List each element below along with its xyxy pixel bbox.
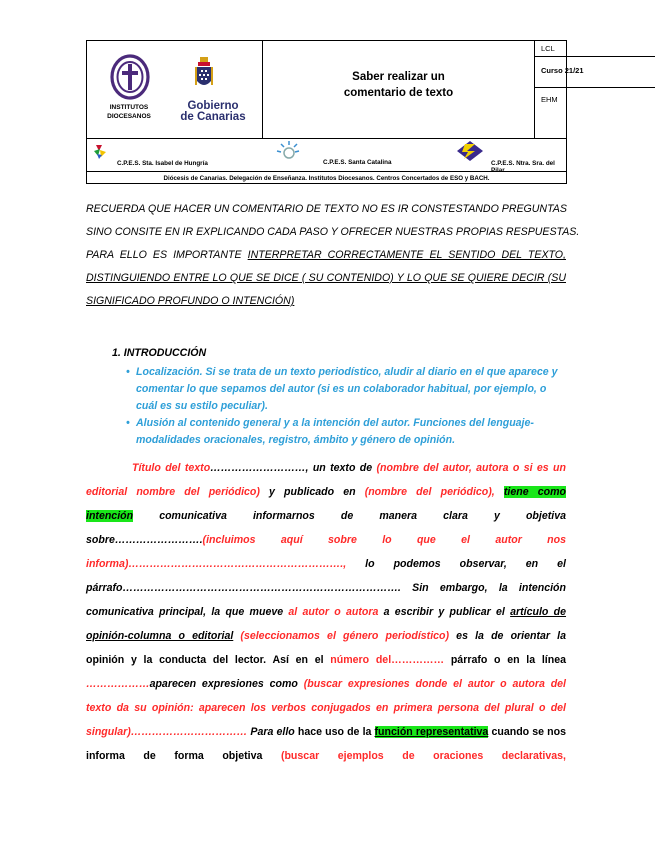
document-title: Saber realizar un comentario de texto bbox=[343, 71, 454, 99]
institutos-diocesanos-logo bbox=[109, 53, 151, 103]
gobierno-canarias-shield-icon bbox=[195, 57, 213, 93]
para-line-11: texto da su opinión: aparecen los verbos conjugados en primera persona del plural o del bbox=[86, 702, 566, 714]
section-title: 1. INTRODUCCIÓN bbox=[112, 347, 207, 359]
para-line-8: opinión-columna o editorial (seleccionamos el género periodístico) es la de orientar la bbox=[86, 630, 566, 642]
info-cell bbox=[535, 41, 655, 138]
para-line-1: Título del texto………………………, un texto de (nombre del autor, autora o si es un bbox=[132, 462, 566, 474]
logos-cell bbox=[87, 41, 263, 138]
institutos-label: INSTITUTOS DIOCESANOS bbox=[107, 104, 151, 120]
santa-catalina-logo-icon bbox=[275, 139, 301, 161]
para-line-13: informa de forma objetiva (buscar ejemplos de oraciones declarativas, bbox=[86, 750, 566, 762]
gobierno-canarias-label: Gobierno de Canarias bbox=[180, 100, 246, 123]
title-cell bbox=[263, 41, 535, 138]
bullet-alusion: • Alusión al contenido general y a la intención del autor. Funciones del lenguaje-modalidades oracionales, registro, ámbito y género de opinión. bbox=[126, 417, 534, 446]
para-line-7: comunicativa principal, la que mueve al autor o autora a escribir y publicar el artículo de bbox=[86, 606, 567, 618]
school-3: C.P.E.S. Ntra. Sra. del Pilar. bbox=[491, 160, 555, 174]
para-line-12: singular)…………………………… Para ello hace uso de la función representativa cuando se nos bbox=[86, 726, 566, 738]
intro-line-3: PARA ELLO ES IMPORTANTE INTERPRETAR CORRECTAMENTE EL SENTIDO DEL TEXTO, bbox=[86, 249, 566, 261]
diocese-footer: Diócesis de Canarias. Delegación de Enseñanza. Institutos Diocesanos. Centros Concertados de ESO y BACH. bbox=[87, 171, 566, 185]
intro-line-5: SIGNIFICADO PROFUNDO O INTENCIÓN) bbox=[86, 295, 295, 307]
para-line-10: ………………aparecen expresiones como (buscar expresiones donde el autor o autora del bbox=[86, 678, 567, 690]
level-label: EHM bbox=[541, 95, 558, 104]
ntra-sra-pilar-logo-icon bbox=[453, 140, 487, 162]
para-line-5: informa)……………………………………………………., lo podemos observar, en el bbox=[86, 558, 566, 570]
header-table bbox=[86, 40, 584, 184]
course-label: Curso 21/21 bbox=[541, 66, 584, 75]
para-line-9: opinión y la conducta del lector. Así en el número del…………… párrafo o en la línea bbox=[86, 654, 566, 666]
subject-label: LCL bbox=[541, 44, 555, 53]
sta-isabel-logo-icon bbox=[93, 143, 107, 159]
school-2: C.P.E.S. Santa Catalina bbox=[323, 159, 392, 166]
intro-line-1: RECUERDA QUE HACER UN COMENTARIO DE TEXTO NO ES IR CONSTESTANDO PREGUNTAS bbox=[86, 203, 567, 215]
school-1: C.P.E.S. Sta. Isabel de Hungría bbox=[117, 160, 208, 167]
bullet-localizacion: • Localización. Si se trata de un texto periodístico, aludir al diario en el que aparece y comentar lo que sepamos del autor (si es un colaborador habitual, por ejemplo, o cuál es su estilo peculiar). bbox=[126, 366, 558, 412]
intro-line-2: SINO CONSITE EN IR EXPLICANDO CADA PASO Y OFRECER NUESTRAS PROPIAS RESPUESTAS. bbox=[86, 226, 580, 238]
para-line-2: editorial nombre del periódico) y publicado en (nombre del periódico), tiene como bbox=[86, 486, 566, 498]
para-line-3: intención comunicativa informarnos de manera clara y objetiva bbox=[86, 510, 566, 522]
intro-line-4: DISTINGUIENDO ENTRE LO QUE SE DICE ( SU CONTENIDO) Y LO QUE SE QUIERE DECIR (SU bbox=[86, 272, 566, 284]
para-line-4: sobre…………………….(incluimos aquí sobre lo que el autor nos bbox=[86, 534, 566, 546]
para-line-6: párrafo……………………………………………………………………. Sin embargo, la intención bbox=[86, 582, 566, 594]
schools-row bbox=[87, 138, 566, 174]
